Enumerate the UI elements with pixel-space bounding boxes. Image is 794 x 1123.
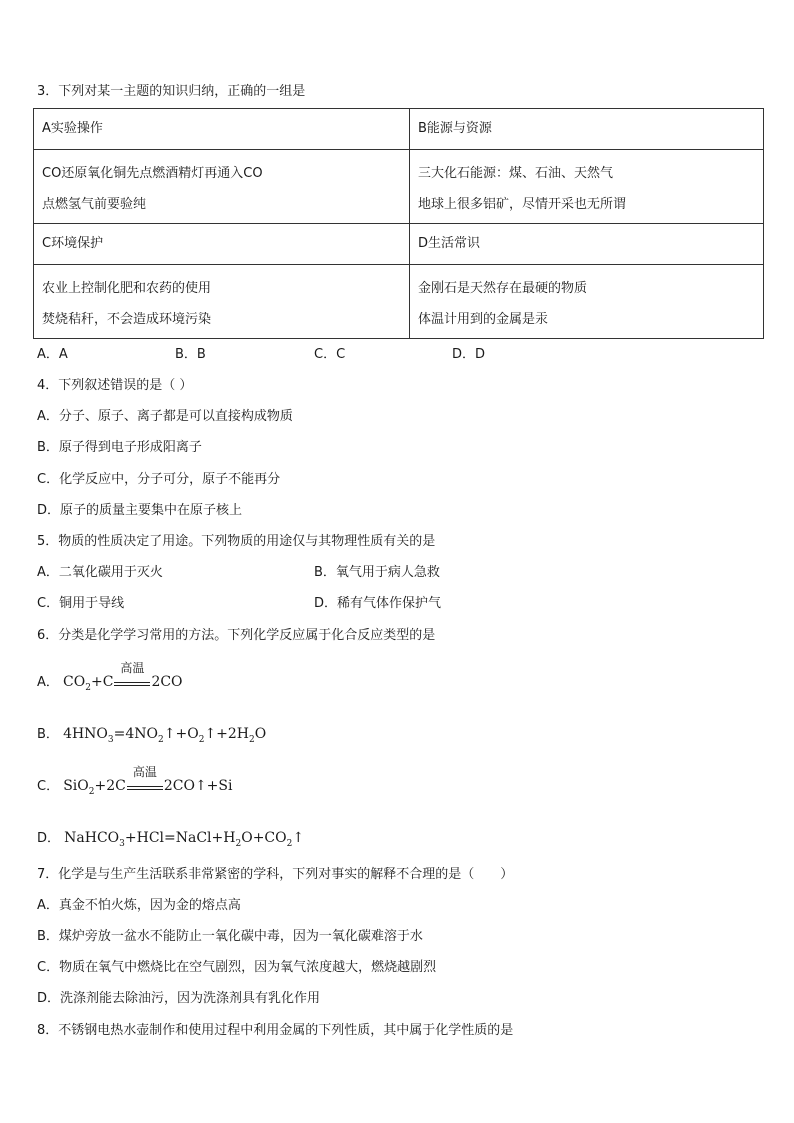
table-cell-d (410, 265, 764, 339)
q7-option-a[interactable]: A．真金不怕火炼，因为金的熔点高 (37, 898, 241, 913)
q6-option-a-label: A． (37, 675, 59, 690)
q4-option-d[interactable]: D．原子的质量主要集中在原子核上 (37, 503, 243, 518)
table-cell-c-line1: 农业上控制化肥和农药的使用 (42, 281, 212, 296)
option-d[interactable]: D．D (452, 347, 486, 362)
equation-a: $CO_2+C$ 高温 2CO (63, 661, 183, 693)
table-cell-a-line2: 点燃氢气前要验纯 (42, 197, 147, 212)
question-4-stem: 4．下列叙述错误的是（ ） (37, 378, 193, 393)
q4-option-a[interactable]: A．分子、原子、离子都是可以直接构成物质 (37, 409, 293, 424)
table-cell-a (34, 150, 410, 224)
q5-option-c[interactable]: C．铜用于导线 (37, 596, 125, 611)
table-cell-c-line2: 焚烧秸秆，不会造成环境污染 (42, 312, 212, 327)
q5-option-b[interactable]: B．氧气用于病人急救 (314, 565, 440, 580)
equation-d: $NaHCO_3+HCl=NaCl+H_2O+CO_2↑$ (64, 830, 305, 849)
q6-option-b-label: B． (37, 727, 59, 742)
question-6-stem: 6．分类是化学学习常用的方法。下列化学反应属于化合反应类型的是 (37, 628, 436, 643)
table-header-d: D生活常识 (410, 224, 764, 265)
table-header-b: B能源与资源 (410, 109, 764, 150)
equation-c: SiO$_2$+2C 高温 2CO↑+Si (63, 765, 233, 797)
reaction-condition-arrow (114, 661, 150, 686)
q5-option-a[interactable]: A．二氧化碳用于灭火 (37, 565, 163, 580)
reaction-condition-arrow (127, 765, 163, 790)
question-3-stem: 3．下列对某一主题的知识归纳，正确的一组是 (37, 84, 306, 99)
table-cell-b-line2: 地球上很多铝矿，尽情开采也无所谓 (418, 197, 627, 212)
table-header-c: C环境保护 (34, 224, 410, 265)
table-header-a: A实验操作 (34, 109, 410, 150)
q7-option-d[interactable]: D．洗涤剂能去除油污，因为洗涤剂具有乳化作用 (37, 991, 321, 1006)
table-cell-d-line2: 体温计用到的金属是汞 (418, 312, 549, 327)
q7-option-c[interactable]: C．物质在氧气中燃烧比在空气剧烈，因为氧气浓度越大，燃烧越剧烈 (37, 960, 437, 975)
condition-label: 高温 (132, 765, 157, 779)
q6-option-d[interactable] (37, 829, 304, 853)
q4-option-c[interactable]: C．化学反应中，分子可分，原子不能再分 (37, 472, 281, 487)
equation-b: $4HNO_3=4NO_2↑+O_2↑+2H_2O$ (63, 726, 267, 745)
option-b[interactable]: B．B (175, 347, 206, 362)
option-c[interactable]: C．C (314, 347, 346, 362)
q6-option-d-label: D． (37, 831, 61, 846)
option-a[interactable]: A．A (37, 347, 68, 362)
table-cell-b-line1: 三大化石能源：煤、石油、天然气 (418, 166, 614, 181)
question-8-stem: 8．不锈钢电热水壶制作和使用过程中利用金属的下列性质，其中属于化学性质的是 (37, 1023, 514, 1038)
q6-option-a[interactable] (37, 661, 183, 697)
table-cell-d-line1: 金刚石是天然存在最硬的物质 (418, 281, 588, 296)
table-cell-b (410, 150, 764, 224)
q6-option-c-label: C． (37, 779, 60, 794)
knowledge-table (33, 108, 764, 339)
question-7-stem: 7．化学是与生产生活联系非常紧密的学科，下列对事实的解释不合理的是（ ） (37, 867, 514, 882)
q4-option-b[interactable]: B．原子得到电子形成阳离子 (37, 440, 202, 455)
question-5-stem: 5．物质的性质决定了用途。下列物质的用途仅与其物理性质有关的是 (37, 534, 436, 549)
q6-option-b[interactable] (37, 725, 266, 749)
table-cell-c (34, 265, 410, 339)
q6-option-c[interactable] (37, 765, 233, 801)
q7-option-b[interactable]: B．煤炉旁放一盆水不能防止一氧化碳中毒，因为一氧化碳难溶于水 (37, 929, 423, 944)
table-cell-a-line1: CO还原氧化铜先点燃酒精灯再通入CO (42, 166, 263, 181)
condition-label: 高温 (120, 661, 145, 675)
q5-option-d[interactable]: D．稀有气体作保护气 (314, 596, 442, 611)
